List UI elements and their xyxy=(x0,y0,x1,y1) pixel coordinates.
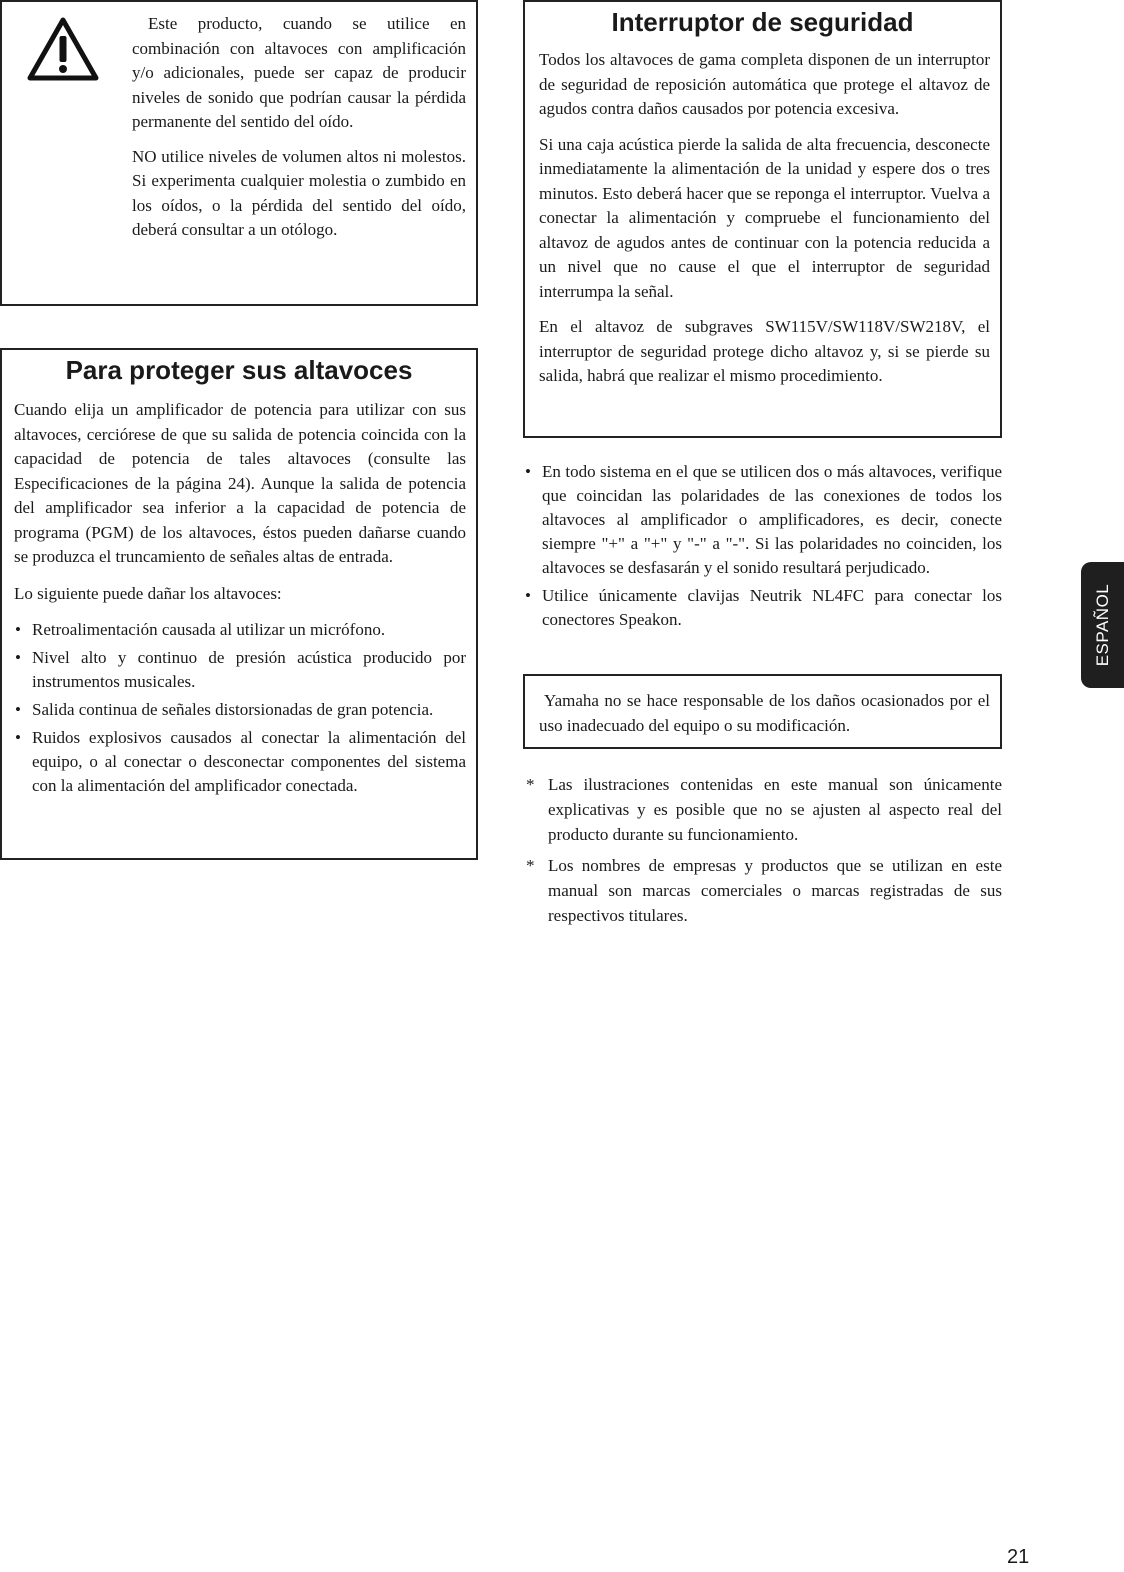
list-item: • Nivel alto y continuo de presión acústica producido por instrumentos musicales. xyxy=(14,646,466,694)
footnote: * Los nombres de empresas y productos que se utilizan en este manual son marcas comerciales o marcas registradas de sus respectivos titulares. xyxy=(524,853,1002,928)
polarity-notes xyxy=(524,460,1002,636)
warning-box xyxy=(0,0,478,306)
language-tab xyxy=(1081,562,1124,688)
warning-triangle-icon xyxy=(26,16,100,82)
language-label: ESPAÑOL xyxy=(1092,583,1112,667)
disclaimer-text: Yamaha no se hace responsable de los daños ocasionados por el uso inadecuado del equipo o su modificación. xyxy=(539,691,990,735)
list-item: • Salida continua de señales distorsionadas de gran potencia. xyxy=(14,698,466,722)
breaker-paragraph: En el altavoz de subgraves SW115V/SW118V/SW218V, el interruptor de seguridad protege dicho altavoz y, si se pierde su salida, habrá que realizar el mismo procedimiento. xyxy=(539,317,990,385)
intro-paragraph: Cuando elija un amplificador de potencia para utilizar con sus altavoces, cerciórese de que su salida de potencia coincida con la capacidad de potencia de tales altavoces (consulte las Especificaciones de la página 24). Aunque la salida de potencia del amplificador sea inferior a la capacidad de potencia de programa (PGM) de los altavoces, éstos pueden dañarse cuando se produzca el truncamiento de señales altas de entrada. xyxy=(14,400,466,566)
list-item: • Utilice únicamente clavijas Neutrik NL4FC para conectar los conectores Speakon. xyxy=(524,584,1002,632)
section-title: Para proteger sus altavoces xyxy=(65,355,413,385)
page-number: 21 xyxy=(1007,1546,1030,1568)
breaker-paragraph: Si una caja acústica pierde la salida de alta frecuencia, desconecte inmediatamente la alimentación de la unidad y espere dos o tres minutos. Esto deberá hacer que se reponga el interruptor. Vuelva a conectar la alimentación y compruebe el funcionamiento del altavoz de agudos antes de continuar con la potencia reducida a un nivel que no cause el que el interruptor de seguridad interrumpa la señal. xyxy=(539,134,990,301)
protect-speakers-box xyxy=(0,348,478,860)
safety-breaker-box xyxy=(523,0,1002,438)
warning-paragraph: NO utilice niveles de volumen altos ni molestos. Si experimenta cualquier molestia o zumbido en los oídos, o la pérdida del sentido del oído, deberá consultar a un otólogo. xyxy=(132,146,466,239)
list-item: • Ruidos explosivos causados al conectar la alimentación del equipo, o al conectar o desconectar componentes del sistema con la alimentación del amplificador conectada. xyxy=(14,726,466,798)
list-item: • En todo sistema en el que se utilicen dos o más altavoces, verifique que coincidan las polaridades de las conexiones de todos los altavoces al amplificador o amplificadores, es decir, conecte siempre "+" a "+" y "-" a "-". Si las polaridades no coinciden, los altavoces se desfasarán y el sonido resultará perjudicado. xyxy=(524,460,1002,580)
damage-list xyxy=(14,618,466,798)
breaker-paragraph: Todos los altavoces de gama completa disponen de un interruptor de seguridad de reposición automática que protege el altavoz de agudos contra daños causados por potencia excesiva. xyxy=(539,50,990,118)
warning-paragraph: Este producto, cuando se utilice en combinación con altavoces con amplificación y/o adicionales, puede ser capaz de producir niveles de sonido que podrían causar la pérdida permanente del sentido del oído. xyxy=(132,14,466,131)
footnotes xyxy=(524,772,1002,934)
list-item: • Retroalimentación causada al utilizar un micrófono. xyxy=(14,618,466,642)
list-lead: Lo siguiente puede dañar los altavoces: xyxy=(14,583,282,603)
footnote: * Las ilustraciones contenidas en este manual son únicamente explicativas y es posible que no se ajusten al aspecto real del producto durante su funcionamiento. xyxy=(524,772,1002,847)
section-title: Interruptor de seguridad xyxy=(611,7,914,37)
disclaimer-box xyxy=(523,674,1002,749)
